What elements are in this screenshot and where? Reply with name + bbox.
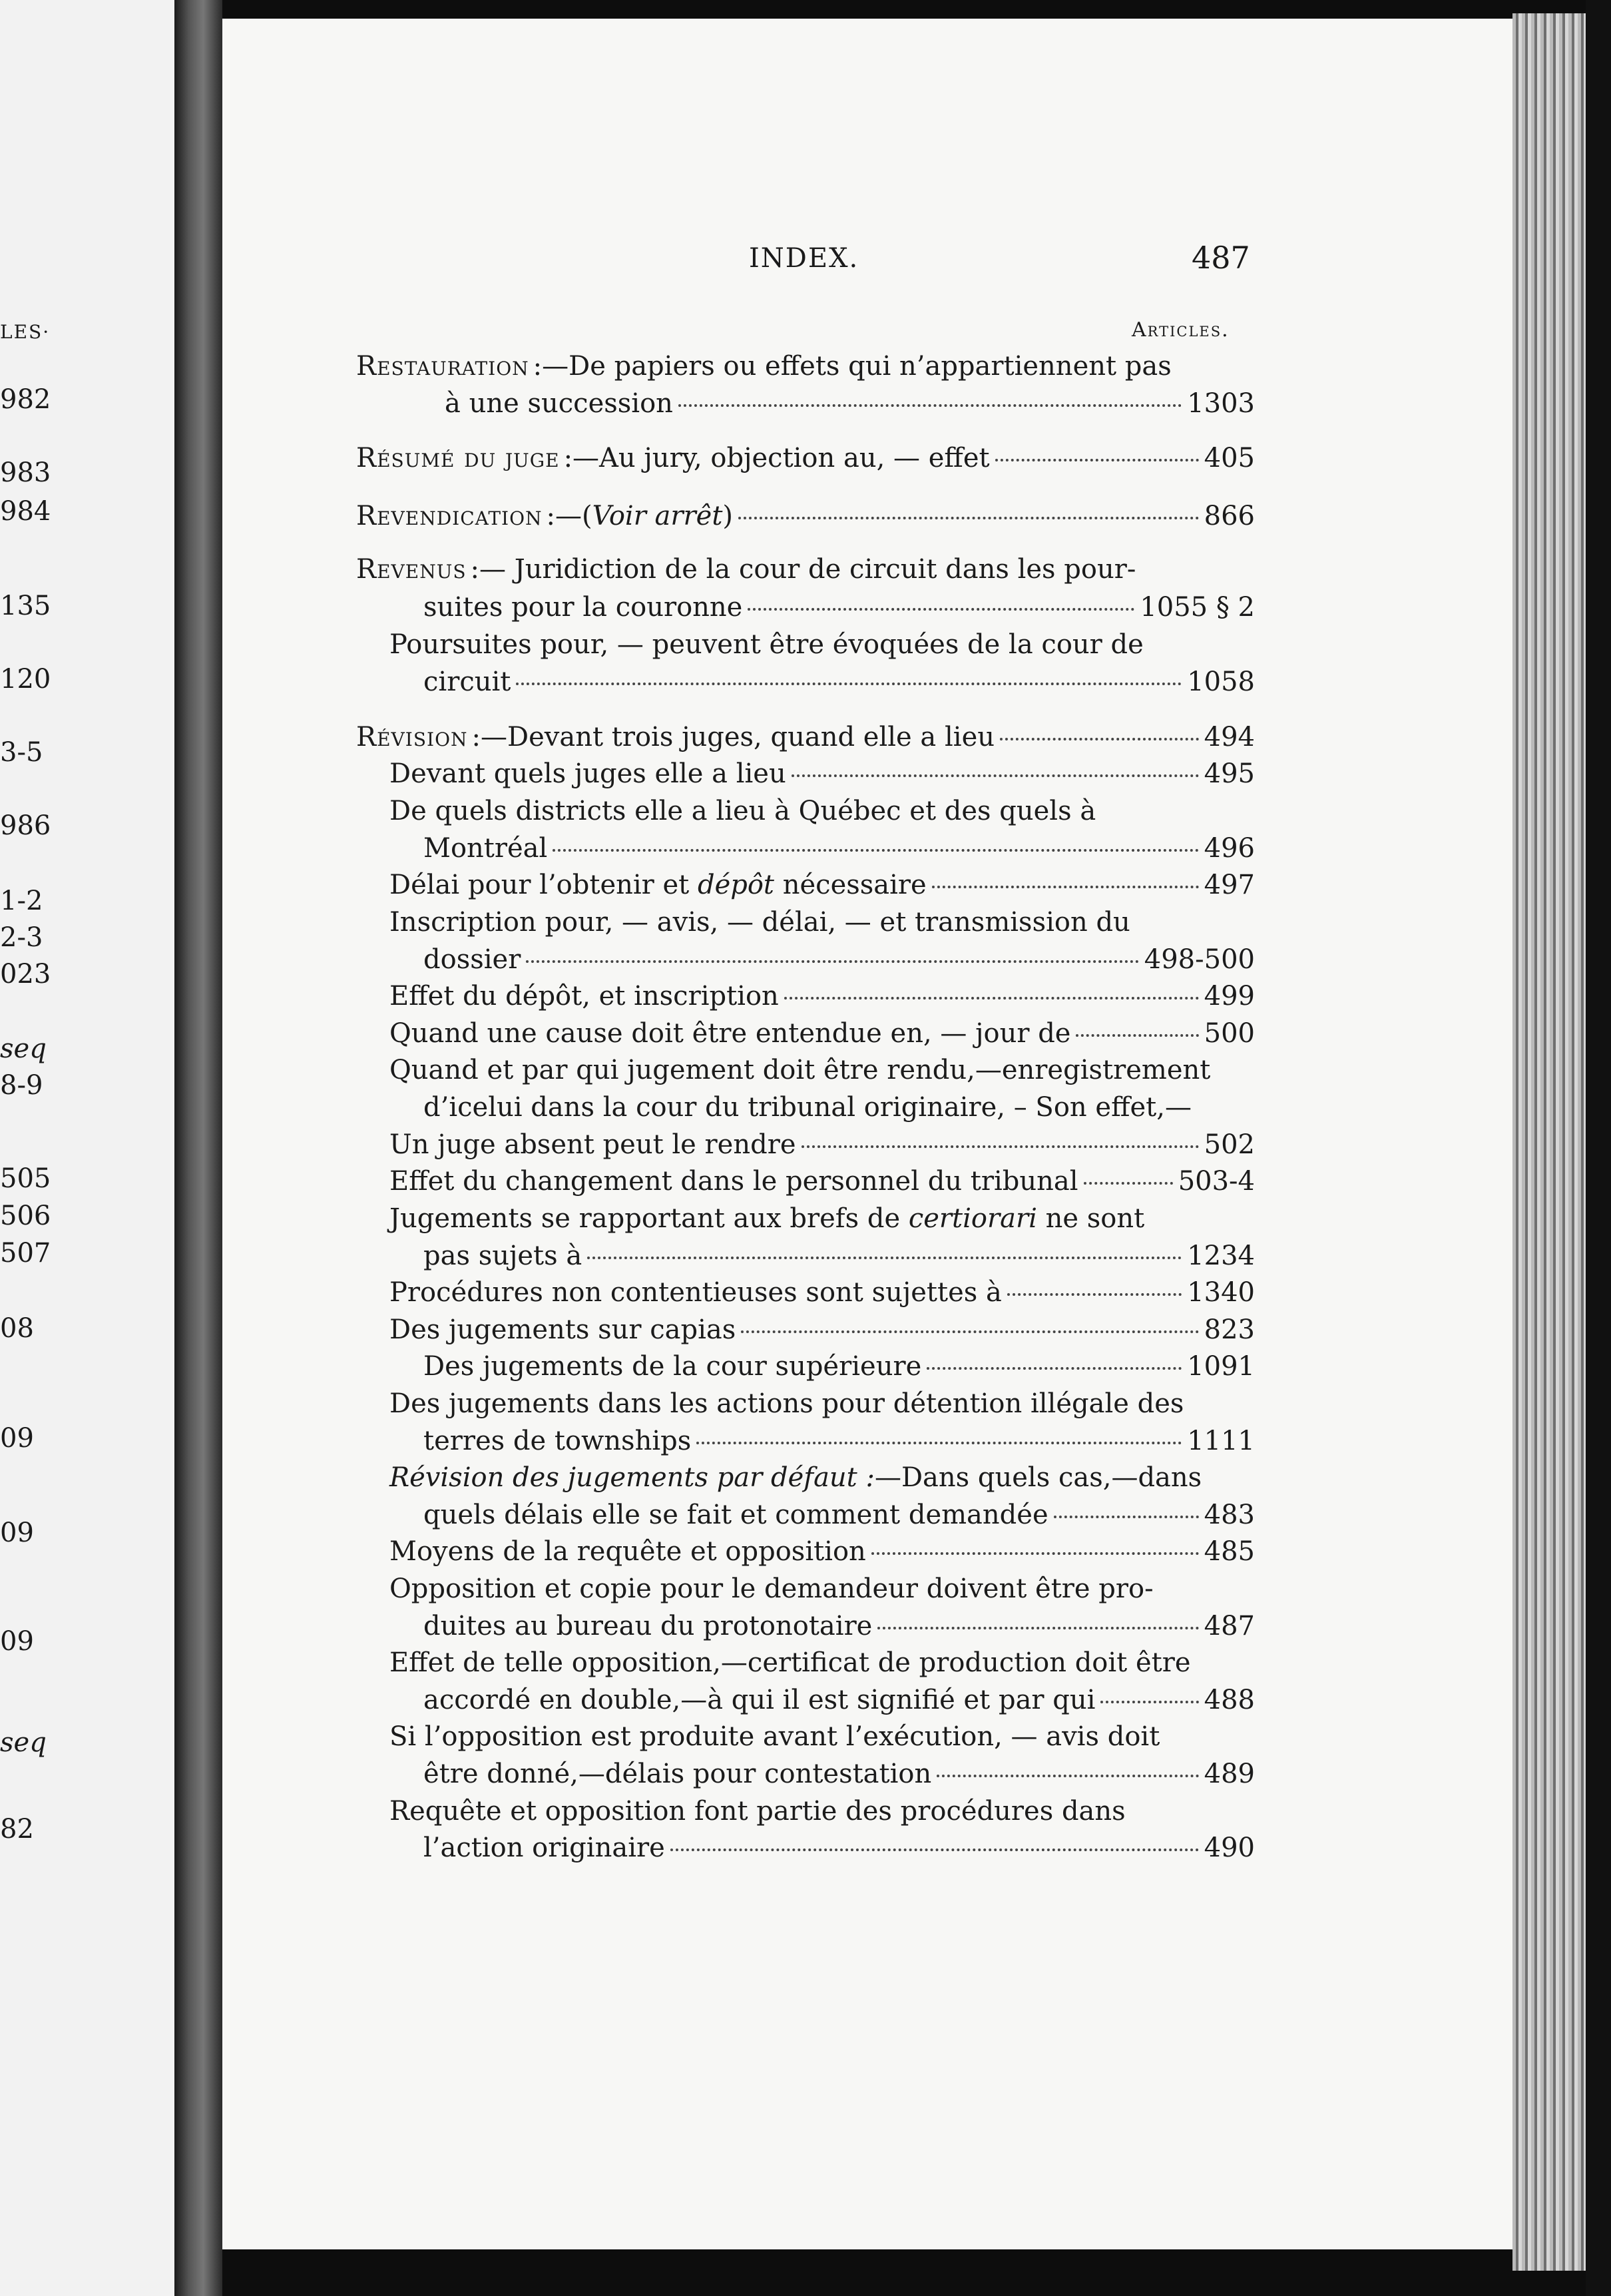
article-reference: 490 <box>1204 1833 1255 1863</box>
entry-text: terres de townships <box>423 1426 692 1456</box>
entry-text: :—(Voir arrêt) <box>546 501 733 531</box>
index-entry-line <box>423 1835 1255 1861</box>
facing-page-line: 8-9 <box>0 1070 43 1101</box>
index-entry-line <box>423 1353 1255 1380</box>
entry-text: Si l’opposition est produite avant l’exécution, — avis doit <box>389 1721 1160 1752</box>
entry-text: Jugements se rapportant aux brefs de certiorari ne sont <box>389 1203 1145 1234</box>
facing-page-line: 506 <box>0 1201 51 1231</box>
entry-text: Des jugements sur capias <box>389 1314 736 1345</box>
article-reference: 500 <box>1204 1018 1255 1049</box>
dot-leader <box>1100 1701 1198 1703</box>
index-entry-line <box>389 872 1255 898</box>
entry-text: à une succession <box>445 388 673 419</box>
index-entry-line <box>389 983 1255 1009</box>
article-reference: 494 <box>1204 722 1255 752</box>
facing-page-line: 984 <box>0 496 51 527</box>
entry-text: Montréal <box>423 833 548 864</box>
index-entry-line <box>389 760 1255 787</box>
facing-page-fragment <box>0 0 174 2296</box>
entry-text: Opposition et copie pour le demandeur doivent être pro- <box>389 1574 1154 1604</box>
index-entry-line <box>389 1576 1154 1602</box>
entry-text: Délai pour l’obtenir et dépôt nécessaire <box>389 870 927 900</box>
index-entry-line <box>389 631 1144 658</box>
facing-page-line: 986 <box>0 810 51 841</box>
dot-leader <box>1054 1516 1199 1518</box>
index-entry-line <box>389 1798 1126 1825</box>
index-entry-line <box>423 1094 1192 1121</box>
dot-leader <box>516 683 1182 685</box>
dot-leader <box>670 1849 1199 1851</box>
index-entry-line <box>389 1057 1210 1083</box>
dot-leader <box>553 849 1198 852</box>
facing-page-line: 023 <box>0 959 51 990</box>
index-entry-line <box>389 1020 1255 1047</box>
index-entry-line <box>423 1761 1255 1787</box>
dot-leader <box>526 960 1138 963</box>
book-gutter <box>174 0 222 2296</box>
dot-leader <box>1076 1034 1198 1037</box>
entry-text: Effet du dépôt, et inscription <box>389 981 779 1011</box>
facing-page-line: 09 <box>0 1423 34 1454</box>
index-entry-heading <box>356 503 1255 529</box>
entry-text: Poursuites pour, — peuvent être évoquées de la cour de <box>389 629 1144 660</box>
index-entry-line <box>423 1687 1255 1713</box>
page-number: 487 <box>1192 240 1250 276</box>
index-entry-line <box>389 798 1096 824</box>
dot-leader <box>784 997 1199 1000</box>
entry-text: :—De papiers ou effets qui n’appartiennent pas <box>533 351 1172 382</box>
dot-leader <box>1007 1293 1182 1296</box>
dot-leader <box>738 517 1199 519</box>
index-entry-line <box>389 1131 1255 1158</box>
entry-text: Inscription pour, — avis, — délai, — et transmission du <box>389 907 1130 938</box>
dot-leader <box>932 886 1199 888</box>
entry-text: pas sujets à <box>423 1241 582 1271</box>
dot-leader <box>741 1330 1198 1333</box>
index-entry-line <box>423 835 1255 862</box>
entry-keyword: Revendication <box>356 501 543 531</box>
dot-leader <box>587 1257 1182 1259</box>
entry-text: De quels districts elle a lieu à Québec et des quels à <box>389 796 1096 826</box>
facing-page-line: 09 <box>0 1518 34 1548</box>
entry-text: Effet de telle opposition,—certificat de production doit être <box>389 1647 1191 1678</box>
article-reference: 498-500 <box>1144 944 1255 975</box>
facing-page-line: 505 <box>0 1163 51 1194</box>
dot-leader <box>871 1552 1199 1555</box>
entry-text: Révision des jugements par défaut :—Dans quels cas,—dans <box>389 1462 1202 1493</box>
entry-text: quels délais elle se fait et comment demandée <box>423 1500 1048 1530</box>
entry-keyword: Révision <box>356 722 468 752</box>
facing-page-line: 135 <box>0 591 51 621</box>
dot-leader <box>1000 738 1199 740</box>
article-reference: 495 <box>1204 758 1255 789</box>
facing-page-line: 82 <box>0 1814 34 1845</box>
column-head-articles: Articles. <box>1132 318 1230 342</box>
article-reference: 496 <box>1204 833 1255 864</box>
index-entry-heading <box>356 353 1172 380</box>
dot-leader <box>802 1145 1199 1148</box>
article-reference: 1234 <box>1187 1241 1255 1271</box>
index-entry-line <box>389 1316 1255 1343</box>
entry-text: Moyens de la requête et opposition <box>389 1536 866 1567</box>
index-entry-line <box>389 1279 1255 1306</box>
entry-text: dossier <box>423 944 521 975</box>
page-edges <box>1512 13 1586 2271</box>
dot-leader <box>937 1775 1198 1777</box>
dot-leader <box>792 774 1199 777</box>
entry-text: :—Au jury, objection au, — effet <box>563 443 990 473</box>
index-entry-line <box>389 1168 1255 1195</box>
facing-page-line: 983 <box>0 457 51 488</box>
article-reference: 489 <box>1204 1759 1255 1789</box>
index-entry-line <box>389 1723 1160 1750</box>
article-reference: 405 <box>1204 443 1255 473</box>
entry-text: Des jugements de la cour supérieure <box>423 1351 922 1382</box>
dot-leader <box>696 1442 1182 1444</box>
article-reference: 502 <box>1204 1129 1255 1160</box>
article-reference: 483 <box>1204 1500 1255 1530</box>
dot-leader <box>748 608 1134 611</box>
facing-page-line: seq <box>0 1033 47 1064</box>
dot-leader <box>995 459 1199 461</box>
entry-text: l’action originaire <box>423 1833 665 1863</box>
index-entry-heading <box>356 556 1136 583</box>
article-reference: 503-4 <box>1178 1166 1255 1197</box>
index-entry-heading <box>356 445 1255 471</box>
entry-text: Des jugements dans les actions pour détention illégale des <box>389 1388 1184 1419</box>
index-entry-line <box>423 1243 1255 1269</box>
entry-text: Requête et opposition font partie des procédures dans <box>389 1796 1126 1827</box>
entry-text: suites pour la couronne <box>423 592 743 623</box>
article-reference: 485 <box>1204 1536 1255 1567</box>
index-entry-line <box>389 1538 1255 1565</box>
index-entry-line <box>423 594 1255 621</box>
entry-text: accordé en double,—à qui il est signifié et par qui <box>423 1685 1096 1715</box>
index-entry-line <box>389 1649 1191 1676</box>
running-head: INDEX. <box>749 243 859 274</box>
facing-page-line: LES· <box>0 321 51 343</box>
index-entry-line <box>423 946 1255 973</box>
entry-keyword: Résumé du juge <box>356 443 560 473</box>
index-entry-line <box>423 1502 1255 1528</box>
facing-page-line: 982 <box>0 384 51 415</box>
index-entry-heading <box>356 724 1255 750</box>
entry-text: :—Devant trois juges, quand elle a lieu <box>471 722 995 752</box>
entry-text: d’icelui dans la cour du tribunal originaire, – Son effet,— <box>423 1092 1192 1123</box>
index-entry-line <box>445 390 1255 417</box>
entry-text: Effet du changement dans le personnel du tribunal <box>389 1166 1078 1197</box>
article-reference: 866 <box>1204 501 1255 531</box>
article-reference: 1091 <box>1187 1351 1255 1382</box>
facing-page-line: seq <box>0 1727 47 1758</box>
article-reference: 1111 <box>1187 1426 1255 1456</box>
entry-text: :— Juridiction de la cour de circuit dans les pour- <box>470 554 1136 585</box>
article-reference: 1055 § 2 <box>1140 592 1255 623</box>
entry-text: Devant quels juges elle a lieu <box>389 758 786 789</box>
index-entry-line <box>389 1390 1184 1417</box>
article-reference: 1303 <box>1187 388 1255 419</box>
entry-text: Quand et par qui jugement doit être rendu,—enregistrement <box>389 1055 1211 1085</box>
facing-page-line: 1-2 <box>0 886 43 916</box>
index-entry-line <box>423 669 1255 695</box>
entry-text: duites au bureau du protonotaire <box>423 1611 873 1641</box>
dot-leader <box>927 1367 1182 1370</box>
entry-text: Un juge absent peut le rendre <box>389 1129 796 1160</box>
dot-leader <box>1084 1182 1173 1185</box>
entry-text: être donné,—délais pour contestation <box>423 1759 932 1789</box>
entry-keyword: Restauration <box>356 351 529 382</box>
index-entry-line <box>389 909 1130 936</box>
index-entry-line <box>423 1428 1255 1454</box>
article-reference: 1340 <box>1187 1277 1255 1308</box>
entry-text: circuit <box>423 667 511 697</box>
article-reference: 823 <box>1204 1314 1255 1345</box>
index-entry-line <box>389 1205 1144 1232</box>
dot-leader <box>678 404 1182 407</box>
facing-page-line: 2-3 <box>0 922 43 953</box>
article-reference: 488 <box>1204 1685 1255 1715</box>
entry-text: Quand une cause doit être entendue en, — jour de <box>389 1018 1071 1049</box>
dot-leader <box>877 1627 1198 1629</box>
entry-keyword: Revenus <box>356 554 467 585</box>
article-reference: 497 <box>1204 870 1255 900</box>
article-reference: 487 <box>1204 1611 1255 1641</box>
facing-page-line: 120 <box>0 664 51 695</box>
scan-border <box>1586 0 1611 2296</box>
facing-page-line: 09 <box>0 1626 34 1657</box>
entry-text: Procédures non contentieuses sont sujettes à <box>389 1277 1002 1308</box>
index-entry-line <box>389 1464 1202 1491</box>
facing-page-line: 3-5 <box>0 737 43 768</box>
article-reference: 1058 <box>1187 667 1255 697</box>
article-reference: 499 <box>1204 981 1255 1011</box>
facing-page-line: 08 <box>0 1313 34 1344</box>
facing-page-line: 507 <box>0 1238 51 1269</box>
index-entry-line <box>423 1613 1255 1639</box>
